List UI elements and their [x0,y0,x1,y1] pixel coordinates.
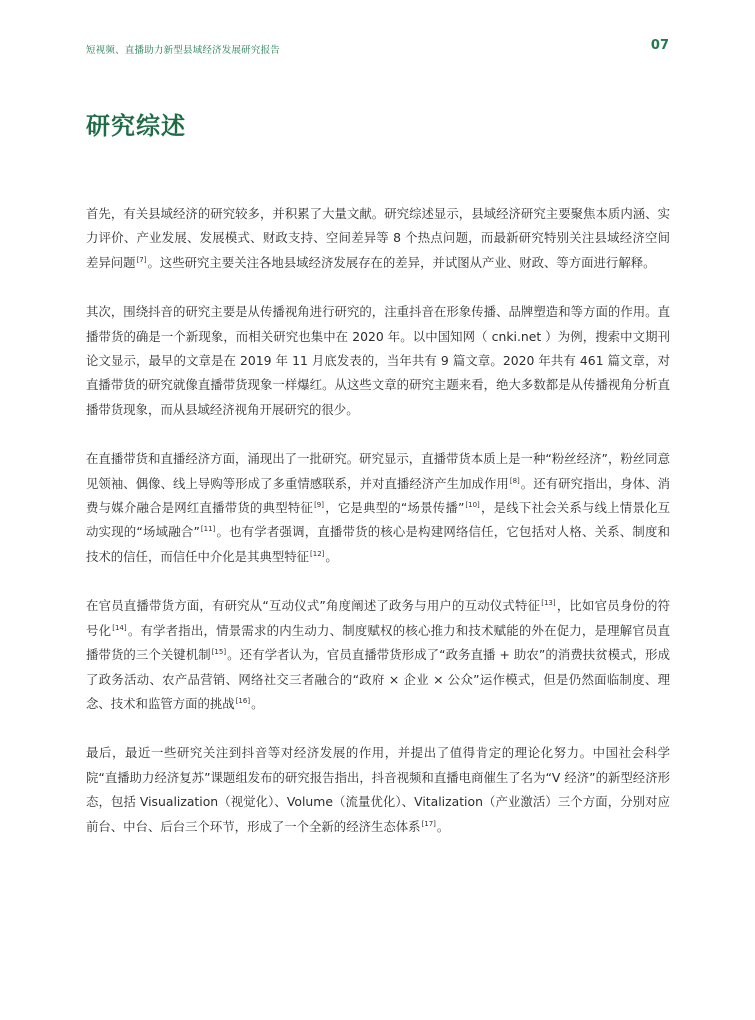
citation-ref: [16] [235,696,251,705]
citation-ref: [10] [465,501,480,510]
paragraph-text: 。也有学者强调，直播带货的核心是构建网络信任，它包括对人格、关系、制度和技术的信任，而信任中介化是其典型特征 [86,524,671,564]
paragraph [86,300,670,422]
page-number: 07 [650,38,669,53]
paragraph-text: 在直播带货和直播经济方面，涌现出了一批研究。研究显示，直播带货本质上是一种“粉丝经济”，粉丝同意见领袖、偶像、线上导购等形成了多重情感联系，并对直播经济产生加成作用 [86,451,670,491]
citation-ref: [9] [314,501,324,510]
citation-ref: [8] [509,476,520,485]
paragraph-text: 。 [325,548,338,564]
paragraph-text: 最后，最近一些研究关注到抖音等对经济发展的作用，并提出了值得肯定的理论化努力。中国社会科学院“直播助力经济复苏”课题组发布的研究报告指出，抖音视频和直播电商催生了名为“V 经济”的新型经济形态，包括 Visualization（视觉化）、Volume（流量优化）、Vitalization（产业激活）三个方面，分别对应前台、中台、后台三个环节，形成了一个全新的经济生态体系 [86,745,670,834]
citation-ref: [17] [421,819,436,828]
citation-ref: [11] [200,525,216,534]
paragraph-text: 在官员直播带货方面，有研究从“互动仪式”角度阐述了政务与用户的互动仪式特征 [86,598,541,614]
paragraph-text: 。还有研究指出，身体、消费与媒介融合是网红直播带货的典型特征 [86,475,671,516]
paragraph-text: 首先，有关县域经济的研究较多，并积累了大量文献。研究综述显示，县域经济研究主要聚焦本质内涵、实力评价、产业发展、发展模式、财政支持、空间差异等 8 个热点问题，而最新研究特别关注县域经济空间差异问题 [86,206,670,270]
paragraph-text: 。 [251,695,264,711]
paragraph [86,202,670,275]
body-text [86,202,670,864]
citation-ref: [7] [136,255,147,264]
paragraph [86,594,670,716]
citation-ref: [15] [211,648,227,657]
paragraph [86,447,670,569]
paragraph-text: 其次，围绕抖音的研究主要是从传播视角进行研究的，注重抖音在形象传播、品牌塑造和等方面的作用。直播带货的确是一个新现象，而相关研究也集中在 2020 年。以中国知网（ cnki.net ）为例，搜索中文期刊论文显示，最早的文章是在 2019 年 11 月底发表的，当年共有 9 篇文章。2020 年共有 461 篇文章，对直播带货的研究就像直播带货现象一样爆红。从这些文章的研究主题来看，绝大多数都是从传播视角分析直播带货现象，而从县域经济视角开展研究的很少。 [86,304,670,417]
paragraph-text: ，是线下社会关系与线上情景化互动实现的“场域融合” [86,500,671,540]
paragraph-text: 。这些研究主要关注各地县域经济发展存在的差异，并试图从产业、财政、等方面进行解释。 [147,254,656,270]
section-title: 研究综述 [86,112,186,140]
paragraph-text: 。有学者指出，情景需求的内生动力、制度赋权的核心推力和技术赋能的外在促力，是理解官员直播带货的三个关键机制 [86,622,671,663]
citation-ref: [13] [541,599,556,608]
paragraph-text: ，它是典型的“场景传播” [324,500,465,516]
citation-ref: [14] [112,623,127,632]
citation-ref: [12] [310,549,325,558]
paragraph-text: ，比如官员身份的符号化 [86,598,671,638]
paragraph-text: 。还有学者认为，官员直播带货形成了“政务直播 + 助农”的消费扶贫模式，形成了政务活动、农产品营销、网络社交三者融合的“政府 × 企业 × 公众”运作模式，但是仍然面临制度、理念、技术和监管方面的挑战 [86,647,670,711]
header-report-title: 短视频、直播助力新型县域经济发展研究报告 [86,45,281,56]
paragraph [86,741,670,839]
paragraph-text: 。 [436,818,450,834]
